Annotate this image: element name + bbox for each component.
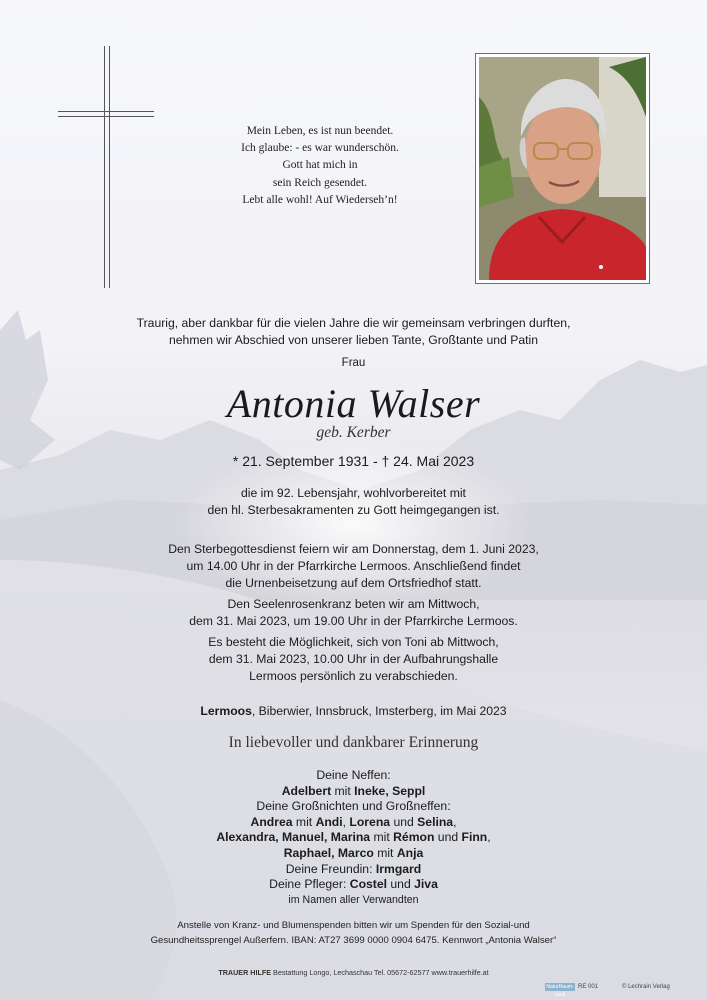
poem-line: Ich glaube: - es war wunderschön. <box>241 142 399 155</box>
grand-label: Deine Großnichten und Großneffen: <box>256 799 451 814</box>
donation-line: Gesundheitssprengel Außerfern. IBAN: AT27 3699 0000 0904 6475. Kennwort „Antonia Walser“ <box>150 935 557 946</box>
grand-line-1 <box>0 815 707 831</box>
footer-text: Bestattung Longo, Lechaschau Tel. 05672-62577 www.trauerhilfe.at <box>271 968 489 977</box>
carers-line <box>0 877 707 893</box>
portrait-photo <box>475 53 650 284</box>
naturraum-logo: NaturRaum-Lech <box>546 984 574 998</box>
footer-copyright: © Lechrain Verlag <box>622 984 670 990</box>
donation-line: Anstelle von Kranz- und Blumenspenden bitten wir um Spenden für den Sozial-und <box>177 920 530 931</box>
name: Irmgard <box>375 861 422 876</box>
life-dates: * 21. September 1931 - † 24. Mai 2023 <box>232 453 475 469</box>
text-line: Den Sterbegottesdienst feiern wir am Donnerstag, dem 1. Juni 2023, <box>168 542 539 556</box>
cross-icon-vertical <box>104 46 110 288</box>
connector: mit <box>331 783 355 798</box>
deceased-name: Antonia Walser <box>226 381 481 426</box>
intro-line: Traurig, aber dankbar für die vielen Jahre die wir gemeinsam verbringen durften, <box>136 316 571 330</box>
birth-name: geb. Kerber <box>316 424 391 441</box>
footer-code: RE 001 <box>578 984 599 990</box>
funeral-service <box>0 541 707 593</box>
cross-icon-horizontal <box>58 111 154 117</box>
name: Costel <box>349 877 388 892</box>
text-line: um 14.00 Uhr in der Pfarrkirche Lermoos. Anschließend findet <box>186 559 521 574</box>
connector: , <box>342 814 350 829</box>
text-line: die im 92. Lebensjahr, wohlvorbereitet mit <box>241 486 466 500</box>
poem <box>205 123 435 209</box>
poem-line: Lebt alle wohl! Auf Wiederseh’n! <box>242 193 398 206</box>
intro-text <box>0 315 707 349</box>
poem-line: sein Reich gesendet. <box>272 176 368 189</box>
name: Andrea <box>250 814 293 829</box>
name: Alexandra, Manuel, Marina <box>216 830 371 845</box>
text-line: dem 31. Mai 2023, um 19.00 Uhr in der Pfarrkirche Lermoos. <box>189 614 518 629</box>
text-line: Lermoos persönlich zu verabschieden. <box>249 669 458 684</box>
name: Rémon <box>393 830 435 845</box>
text-line: den hl. Sterbesakramenten zu Gott heimgegangen ist. <box>207 503 500 518</box>
label: Deine Pfleger: <box>269 877 350 892</box>
poem-line: Gott hat mich in <box>282 159 358 172</box>
connector: und <box>434 830 462 845</box>
family-list <box>0 768 707 908</box>
connector: mit <box>292 814 316 829</box>
name: Selina <box>417 814 454 829</box>
text-line: die Urnenbeisetzung auf dem Ortsfriedhof statt. <box>225 576 482 591</box>
connector: , <box>487 830 491 845</box>
text-line: dem 31. Mai 2023, 10.00 Uhr in der Aufbahrungshalle <box>208 652 499 667</box>
poem-line: Mein Leben, es ist nun beendet. <box>246 125 394 137</box>
nephews-names <box>0 784 707 800</box>
relatives-line: im Namen aller Verwandten <box>288 893 419 906</box>
footer <box>0 968 707 977</box>
intro-line: nehmen wir Abschied von unserer lieben Tante, Großtante und Patin <box>168 333 538 347</box>
connector: , <box>453 814 457 829</box>
name: Lorena <box>349 814 391 829</box>
nephews-label: Deine Neffen: <box>316 768 391 782</box>
life-statement <box>0 485 707 519</box>
grand-line-3 <box>0 846 707 862</box>
place-lermoos: Lermoos <box>200 704 252 718</box>
places-date <box>0 704 707 718</box>
salutation: Frau <box>341 357 366 369</box>
memory-line: In liebevoller und dankbarer Erinnerung <box>228 734 479 751</box>
connector: und <box>390 814 418 829</box>
name: Adelbert <box>281 783 332 798</box>
name: Raphael, Marco <box>283 845 374 860</box>
name: Andi <box>315 814 343 829</box>
portrait-image <box>479 57 646 280</box>
label: Deine Freundin: <box>285 861 376 876</box>
grand-line-2 <box>0 830 707 846</box>
footer-brand: TRAUER HILFE <box>218 968 272 977</box>
donation-note <box>0 918 707 948</box>
name: Finn <box>461 830 488 845</box>
friend-line <box>0 862 707 878</box>
name: Jiva <box>414 877 438 892</box>
connector: und <box>387 877 415 892</box>
connector: mit <box>373 845 397 860</box>
farewell-info <box>0 634 707 686</box>
text-line: Es besteht die Möglichkeit, sich von Toni ab Mittwoch, <box>208 635 499 649</box>
connector: mit <box>370 830 394 845</box>
name: Anja <box>396 845 424 860</box>
rosary-info <box>0 596 707 630</box>
places-rest: , Biberwier, Innsbruck, Imsterberg, im Mai 2023 <box>251 704 507 718</box>
text-line: Den Seelenrosenkranz beten wir am Mittwoch, <box>227 597 480 611</box>
name: Ineke, Seppl <box>354 783 426 798</box>
